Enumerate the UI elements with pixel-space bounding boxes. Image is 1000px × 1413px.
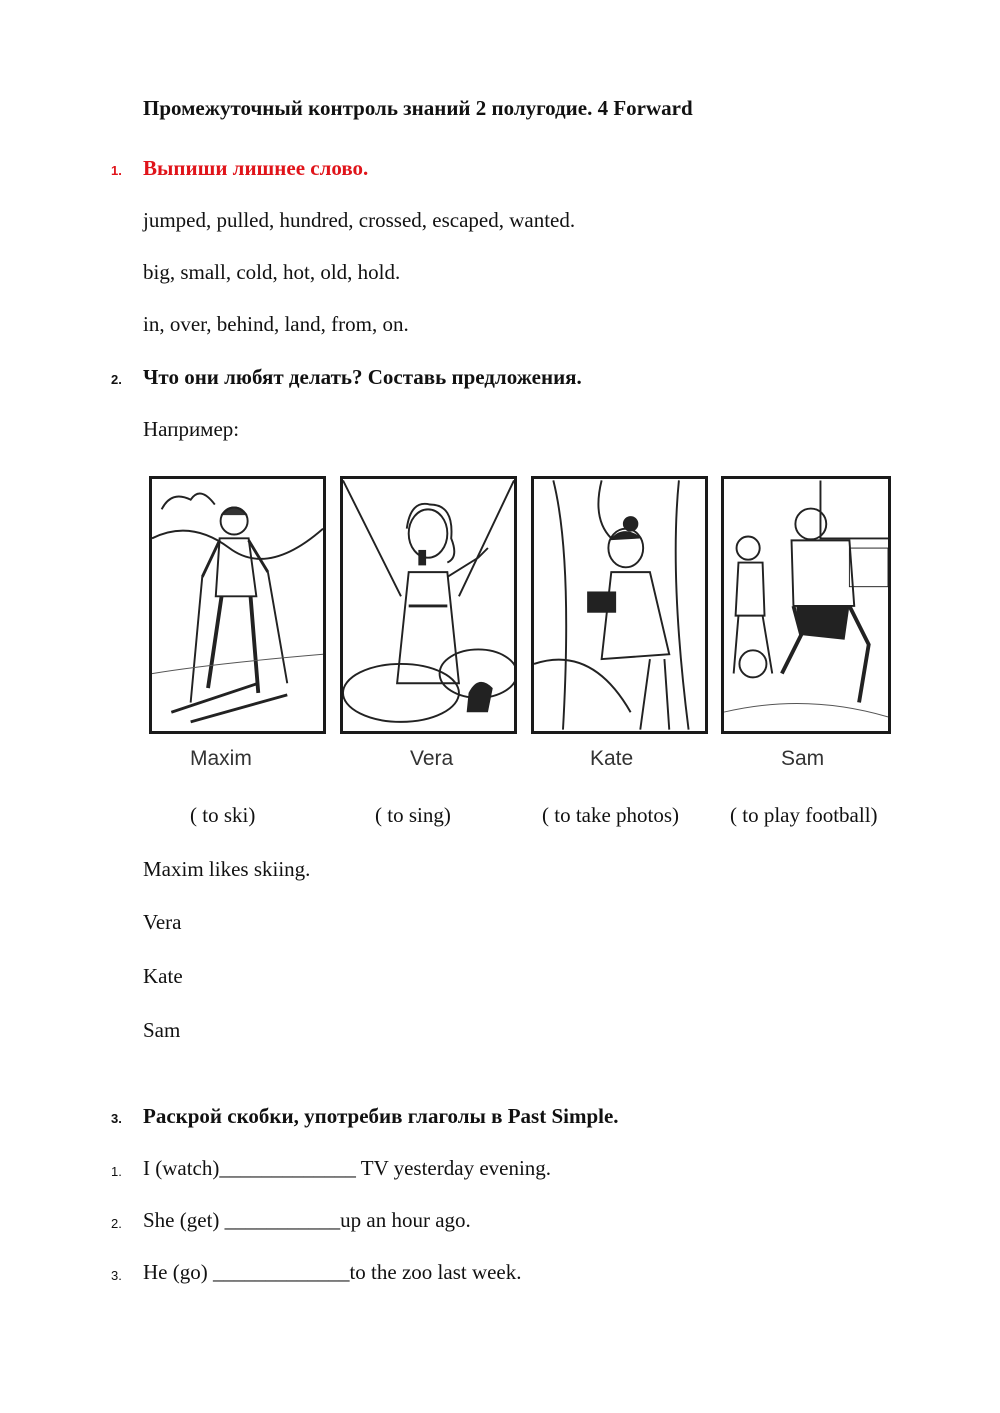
task1-line-2: big, small, cold, hot, old, hold. <box>143 260 401 284</box>
task1-number: 1. <box>111 163 122 178</box>
page-title: Промежуточный контроль знаний 2 полугодие. 4 Forward <box>143 96 693 120</box>
picture-vera-singing <box>340 476 517 734</box>
verb-hint-play-football: ( to play football) <box>730 803 878 827</box>
task3-heading: Раскрой скобки, употребив глаголы в Past Simple. <box>143 1104 619 1128</box>
picture-sam-football <box>721 476 891 734</box>
task3-item-1-number: 1. <box>111 1164 122 1179</box>
singer-illustration <box>343 479 514 731</box>
verb-hint-take-photos: ( to take photos) <box>542 803 680 827</box>
task3-item-3-text: He (go) _____________to the zoo last week. <box>143 1260 522 1284</box>
verb-hint-ski: ( to ski) <box>190 803 256 827</box>
task3-item-1-text: I (watch)_____________ TV yesterday evening. <box>143 1156 552 1180</box>
caption-sam: Sam <box>781 747 825 770</box>
task1-line-3: in, over, behind, land, from, on. <box>143 312 409 336</box>
answer-vera: Vera <box>143 910 182 934</box>
task2-example-label: Например: <box>143 417 240 441</box>
task1-line-1: jumped, pulled, hundred, crossed, escaped, wanted. <box>143 208 576 232</box>
answer-sam: Sam <box>143 1018 181 1042</box>
task3-item-2-text: She (get) ___________up an hour ago. <box>143 1208 471 1232</box>
picture-kate-photographing <box>531 476 708 734</box>
task2-heading: Что они любят делать? Составь предложения. <box>143 365 582 389</box>
caption-vera: Vera <box>410 747 454 770</box>
verb-hint-sing: ( to sing) <box>375 803 451 827</box>
task3-item-2-number: 2. <box>111 1216 122 1231</box>
task2-number: 2. <box>111 372 122 387</box>
answer-maxim: Maxim likes skiing. <box>143 857 311 881</box>
football-illustration <box>724 479 888 731</box>
task3-number: 3. <box>111 1111 122 1126</box>
answer-kate: Kate <box>143 964 183 988</box>
skier-illustration <box>152 479 323 731</box>
task3-item-3-number: 3. <box>111 1268 122 1283</box>
photographer-illustration <box>534 479 705 731</box>
picture-maxim-skiing <box>149 476 326 734</box>
caption-maxim: Maxim <box>190 747 252 770</box>
task1-heading: Выпиши лишнее слово. <box>143 156 369 180</box>
caption-kate: Kate <box>590 747 634 770</box>
